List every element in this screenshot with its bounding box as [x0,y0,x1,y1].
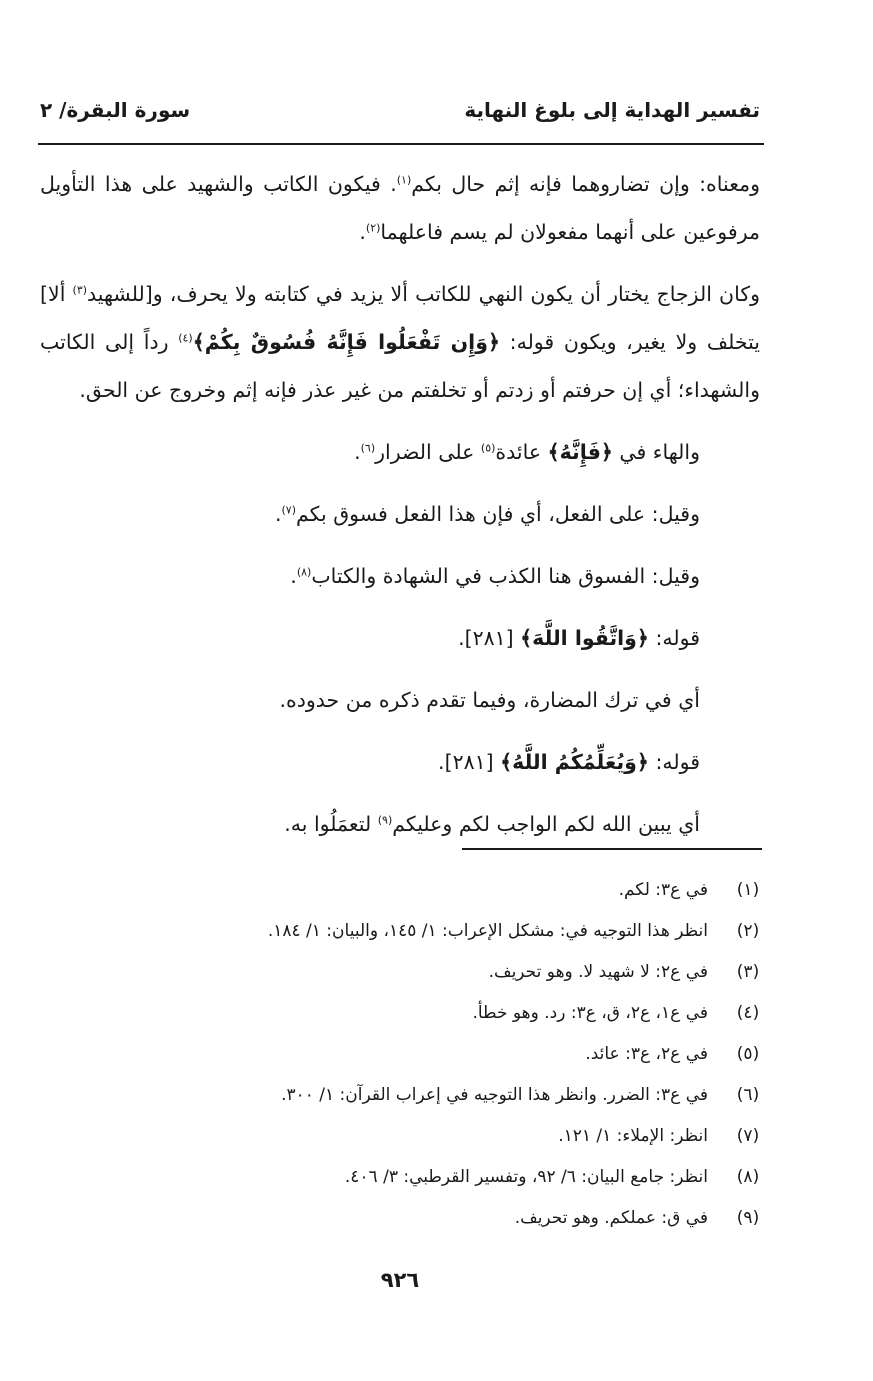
paragraph-text: وقيل: على الفعل، أي فإن هذا الفعل فسوق بكم [296,502,700,526]
footnote [40,1157,770,1198]
paragraph-text: على الضرار [375,440,481,464]
paragraph-2 [40,270,760,414]
footnote [40,1034,770,1075]
footnote-number: (٥) [736,1044,760,1064]
footnote-ref[interactable]: (١) [396,173,412,187]
footnote-number: (١) [736,880,760,900]
paragraph-1 [40,160,760,256]
footnote-text: في ع٣: لكم. [618,880,708,900]
footnote-ref[interactable]: (٣) [72,283,88,297]
page-number: ٩٢٦ [380,1268,420,1292]
paragraph-text: [٢٨١]. [458,626,521,650]
paragraph-text: قوله: [648,626,700,650]
footnote-text: انظر: الإملاء: ١/ ١٢١. [558,1126,708,1146]
footnote-number: (٣) [736,962,760,982]
footnote [40,870,770,911]
footnote-number: (٧) [736,1126,760,1146]
footnote [40,993,770,1034]
paragraph-text: وقيل: الفسوق هنا الكذب في الشهادة والكتاب [311,564,700,588]
paragraph-text: . [290,564,297,588]
footnote-text: في ق: عملكم. وهو تحريف. [514,1208,708,1228]
header-divider [38,143,764,145]
footnote-number: (٤) [736,1003,760,1023]
paragraph-text: والهاء في [612,440,700,464]
footnote [40,1075,770,1116]
paragraph-text: ومعناه: وإن تضاروهما فإنه إثم حال بكم [411,172,760,196]
paragraph-text: . [274,502,282,526]
footnote-text: في ع٢: لا شهيد لا. وهو تحريف. [488,962,708,982]
paragraph-text: [٢٨١]. [438,750,501,774]
footnote-number: (٦) [736,1085,760,1105]
running-header [40,98,760,138]
paragraph-text: رداً إلى الكاتب والشهداء؛ أي إن حرفتم أو زدتم أو تخلفتم من غير عذر فإنه إثم وخروج عن الحق. [40,330,760,402]
main-text [40,160,760,848]
footnote-number: (٨) [736,1167,760,1187]
quran-verse: ﴿وَإِن تَفْعَلُوا فَإِنَّهُ فُسُوقٌ بِكُمْ﴾ [192,330,500,354]
paragraph-5 [40,552,760,600]
footnote-text: في ع٢، ع٣: عائد. [585,1044,708,1064]
paragraph-text: أي يبين الله لكم الواجب لكم وعليكم [392,812,700,836]
paragraph-9 [40,800,760,848]
footnote-ref[interactable]: (٦) [360,441,376,455]
paragraph-3 [40,428,760,476]
book-title: تفسير الهداية إلى بلوغ النهاية [464,98,760,122]
footnote-ref[interactable]: (٨) [296,565,312,579]
footnote [40,952,770,993]
paragraph-text: ألا] يتخلف ولا يغير، ويكون قوله: [40,282,760,354]
quran-verse: ﴿فَإِنَّهُ﴾ [547,440,613,464]
footnote-ref[interactable]: (٩) [377,813,393,827]
paragraph-4 [40,490,760,538]
paragraph-text: . [354,440,361,464]
footnote-number: (٩) [736,1208,760,1228]
paragraph-text: قوله: [648,750,700,774]
quran-verse: ﴿وَاتَّقُوا اللَّهَ﴾ [520,626,649,650]
footnote-ref[interactable]: (٧) [281,503,297,517]
footnote-text: في ع٣: الضرر. وانظر هذا التوجيه في إعراب القرآن: ١/ ٣٠٠. [281,1085,708,1105]
footnote-text: في ع١، ع٢، ق، ع٣: رد. وهو خطأ. [472,1003,708,1023]
footnote [40,911,770,952]
paragraph-text: لتعمَلُوا به. [284,812,378,836]
paragraph-7 [40,676,760,724]
surah-title: سورة البقرة/ ٢ [40,98,191,122]
footnote [40,1198,770,1239]
paragraph-8 [40,738,760,786]
footnote-text: انظر: جامع البيان: ٦/ ٩٢، وتفسير القرطبي: ٣/ ٤٠٦. [344,1167,708,1187]
footnote-ref[interactable]: (٢) [365,221,381,235]
footnote-number: (٢) [736,921,760,941]
footnotes [40,870,770,1239]
footnote-ref[interactable]: (٤) [178,331,193,345]
footnote [40,1116,770,1157]
paragraph-6 [40,614,760,662]
paragraph-text: . فيكون الكاتب والشهيد على هذا التأويل مرفوعين على أنهما مفعولان لم يسم فاعلهما [40,172,760,244]
footnote-text: انظر هذا التوجيه في: مشكل الإعراب: ١/ ١٤٥، والبيان: ١/ ١٨٤. [267,921,708,941]
paragraph-text: أي في ترك المضارة، وفيما تقدم ذكره من حدوده. [279,688,700,712]
paragraph-text: . [359,220,366,244]
paragraph-text: عائدة [495,440,548,464]
footnote-ref[interactable]: (٥) [480,441,496,455]
quran-verse: ﴿وَيُعَلِّمُكُمُ اللَّهُ﴾ [500,750,649,774]
paragraph-text: وكان الزجاج يختار أن يكون النهي للكاتب ألا يزيد في كتابته ولا يحرف، و[للشهيد [87,282,760,306]
footnotes-divider [462,848,762,850]
